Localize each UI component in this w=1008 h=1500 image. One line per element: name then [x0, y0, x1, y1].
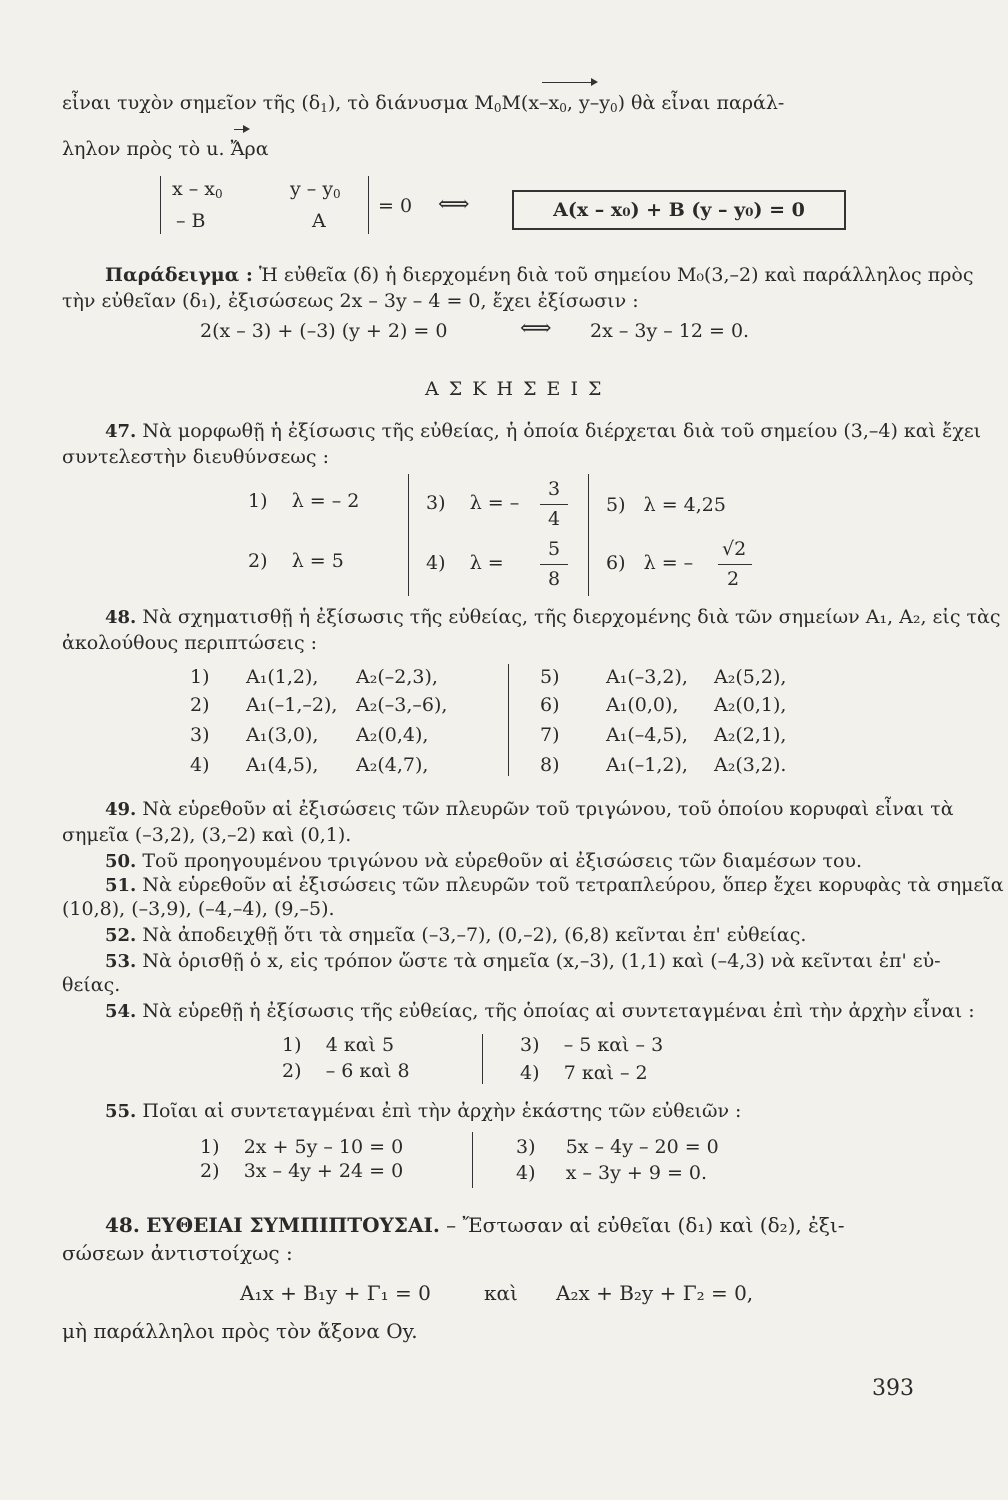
ex54-item-4: 4) 7 καὶ – 2	[520, 1062, 648, 1084]
ex48-left-4-a2: A₂(4,7),	[356, 754, 429, 776]
ex55-item-3: 3) 5x – 4y – 20 = 0	[516, 1136, 719, 1158]
ex47-item-6-num: √2	[722, 538, 747, 560]
fraction-bar	[718, 564, 752, 565]
ex48-right-8-a2: A₂(3,2).	[714, 754, 787, 776]
page-number: 393	[872, 1376, 914, 1401]
ex54-item-1: 1) 4 καὶ 5	[282, 1034, 395, 1056]
example-line-1: Παράδειγμα : Ἡ εὐθεῖα (δ) ἡ διερχομένη διὰ τοῦ σημείου M₀(3,–2) καὶ παράλληλος πρὸς	[105, 264, 974, 286]
ex47-item-3: 3) λ = –	[426, 492, 520, 514]
ex48-left-2-a1: A₁(–1,–2),	[246, 694, 338, 716]
ex50-line-1: 50. Τοῦ προηγουμένου τριγώνου νὰ εὑρεθοῦν αἱ ἐξισώσεις τῶν διαμέσων του.	[105, 850, 863, 872]
ex47-item-5: 5) λ = 4,25	[606, 494, 726, 516]
ex47-item-3-den: 4	[548, 508, 561, 530]
ex48-left-4: 4)	[190, 754, 210, 776]
det-r1c1: x – $x_0$	[172, 178, 223, 201]
ex51-line-1: 51. Νὰ εὑρεθοῦν αἱ ἐξισώσεις τῶν πλευρῶν τοῦ τετραπλεύρου, ὅπερ ἔχει κορυφὰς τὰ σημεῖα	[105, 874, 1004, 896]
section-48-line-2: σώσεων ἀντιστοίχως :	[62, 1241, 293, 1265]
ex47-item-4-num: 5	[548, 538, 561, 560]
ex48-left-4-a1: A₁(4,5),	[246, 754, 319, 776]
det-r2c1: – B	[176, 210, 206, 232]
ex55-item-4: 4) x – 3y + 9 = 0.	[516, 1162, 708, 1184]
ex48-left-1: 1)	[190, 666, 210, 688]
fraction-bar	[540, 504, 568, 505]
ex48-right-6: 6)	[540, 694, 560, 716]
ex48-left-2-a2: A₂(–3,–6),	[356, 694, 448, 716]
vector-arrow	[542, 82, 596, 83]
exercises-heading: Α Σ Κ Η Σ Ε Ι Σ	[425, 378, 604, 400]
ex52-line-1: 52. Νὰ ἀποδειχθῇ ὅτι τὰ σημεῖα (–3,–7), (0,–2), (6,8) κεῖνται ἐπ' εὐθείας.	[105, 924, 807, 946]
ex49-line-2: σημεῖα (–3,2), (3,–2) καὶ (0,1).	[62, 824, 352, 846]
ex48-right-5: 5)	[540, 666, 560, 688]
ex53-line-2: θείας.	[62, 974, 121, 996]
ex47-item-3-num: 3	[548, 478, 561, 500]
ex47-item-6: 6) λ = –	[606, 552, 694, 574]
vector-u-arrow	[234, 129, 248, 130]
boxed-equation: A(x – x₀) + B (y – y₀) = 0	[512, 190, 846, 230]
ex48-left-3-a1: A₁(3,0),	[246, 724, 319, 746]
ex54-line-1: 54. Νὰ εὑρεθῇ ἡ ἐξίσωσις τῆς εὐθείας, τῆς ὁποίας αἱ συντεταγμέναι ἐπὶ τὴν ἀρχὴν εἶναι :	[105, 1000, 975, 1022]
fraction-bar	[540, 564, 568, 565]
ex48-right-7-a1: A₁(–4,5),	[606, 724, 688, 746]
ex47-separator-1	[408, 474, 409, 596]
ex48-line-2: ἀκολούθους περιπτώσεις :	[62, 632, 318, 654]
ex47-item-4: 4) λ =	[426, 552, 504, 574]
ex48-right-5-a2: A₂(5,2),	[714, 666, 787, 688]
section-48-heading: 48. ΕΥΘΕΙΑΙ ΣΥΜΠΙΠΤΟΥΣΑΙ. – Ἔστωσαν αἱ εὐθεῖαι (δ₁) καὶ (δ₂), ἐξι-	[105, 1213, 845, 1237]
ex48-right-5-a1: A₁(–3,2),	[606, 666, 688, 688]
section-48-line-3: μὴ παράλληλοι πρὸς τὸν ἄξονα Oy.	[62, 1319, 418, 1343]
ex54-separator	[482, 1034, 483, 1084]
ex55-item-1: 1) 2x + 5y – 10 = 0	[200, 1136, 404, 1158]
det-equals-zero: = 0	[378, 195, 413, 217]
ex55-separator	[472, 1132, 473, 1188]
ex48-right-8-a1: A₁(–1,2),	[606, 754, 688, 776]
intro-line-1: εἶναι τυχὸν σημεῖον τῆς $(\delta_1)$, τὸ διάνυσμα $M_0M(x-x_0$, $y-y_0$) θὰ εἶναι παράλ-	[62, 92, 785, 115]
det-right-bar	[368, 176, 369, 234]
ex48-line-1: 48. Νὰ σχηματισθῇ ἡ ἐξίσωσις τῆς εὐθείας, τῆς διερχομένης διὰ τῶν σημείων A₁, A₂, εἰς τὰς	[105, 606, 1001, 628]
example-iff: ⟺	[520, 316, 552, 341]
intro-line-2: ληλον πρὸς τὸ u. Ἄρα	[62, 138, 269, 160]
det-r1c2: y – $y_0$	[290, 178, 341, 201]
example-line-2: τὴν εὐθεῖαν (δ₁), ἐξισώσεως 2x – 3y – 4 = 0, ἔχει ἐξίσωσιν :	[62, 290, 639, 312]
ex48-left-2: 2)	[190, 694, 210, 716]
ex47-line-1: 47. Νὰ μορφωθῇ ἡ ἐξίσωσις τῆς εὐθείας, ἡ ὁποία διέρχεται διὰ τοῦ σημείου (3,–4) καὶ ἔχει	[105, 420, 982, 442]
ex47-item-2: 2) λ = 5	[248, 550, 344, 572]
ex47-item-6-den: 2	[727, 568, 740, 590]
ex48-left-1-a2: A₂(–2,3),	[356, 666, 438, 688]
ex47-line-2: συντελεστὴν διευθύνσεως :	[62, 446, 329, 468]
ex51-line-2: (10,8), (–3,9), (–4,–4), (9,–5).	[62, 898, 335, 920]
ex48-separator	[508, 664, 509, 776]
example-eq-left: 2(x – 3) + (–3) (y + 2) = 0	[200, 320, 448, 342]
ex54-item-3: 3) – 5 καὶ – 3	[520, 1034, 664, 1056]
det-left-bar	[160, 176, 161, 234]
ex48-right-6-a1: A₁(0,0),	[606, 694, 679, 716]
ex47-item-1: 1) λ = – 2	[248, 490, 360, 512]
section-48-eq2: A₂x + B₂y + Γ₂ = 0,	[556, 1281, 754, 1305]
ex48-right-6-a2: A₂(0,1),	[714, 694, 787, 716]
ex55-item-2: 2) 3x – 4y + 24 = 0	[200, 1160, 404, 1182]
section-48-kai: καὶ	[484, 1281, 518, 1305]
section-48-eq1: A₁x + B₁y + Γ₁ = 0	[240, 1281, 431, 1305]
ex47-item-4-den: 8	[548, 568, 561, 590]
iff-symbol: ⟺	[438, 192, 470, 217]
ex47-separator-2	[588, 474, 589, 596]
ex48-right-7-a2: A₂(2,1),	[714, 724, 787, 746]
det-r2c2: A	[312, 210, 326, 232]
ex48-right-7: 7)	[540, 724, 560, 746]
ex48-left-3: 3)	[190, 724, 210, 746]
ex48-left-1-a1: A₁(1,2),	[246, 666, 319, 688]
example-eq-right: 2x – 3y – 12 = 0.	[590, 320, 750, 342]
ex54-item-2: 2) – 6 καὶ 8	[282, 1060, 410, 1082]
ex48-right-8: 8)	[540, 754, 560, 776]
ex53-line-1: 53. Νὰ ὁρισθῇ ὁ x, εἰς τρόπον ὥστε τὰ σημεῖα (x,–3), (1,1) καὶ (–4,3) νὰ κεῖνται ἐπ' εὐ-	[105, 950, 941, 972]
ex48-left-3-a2: A₂(0,4),	[356, 724, 429, 746]
ex49-line-1: 49. Νὰ εὑρεθοῦν αἱ ἐξισώσεις τῶν πλευρῶν τοῦ τριγώνου, τοῦ ὁποίου κορυφαὶ εἶναι τὰ	[105, 798, 954, 820]
ex55-line-1: 55. Ποῖαι αἱ συντεταγμέναι ἐπὶ τὴν ἀρχὴν ἑκάστης τῶν εὐθειῶν :	[105, 1100, 742, 1122]
